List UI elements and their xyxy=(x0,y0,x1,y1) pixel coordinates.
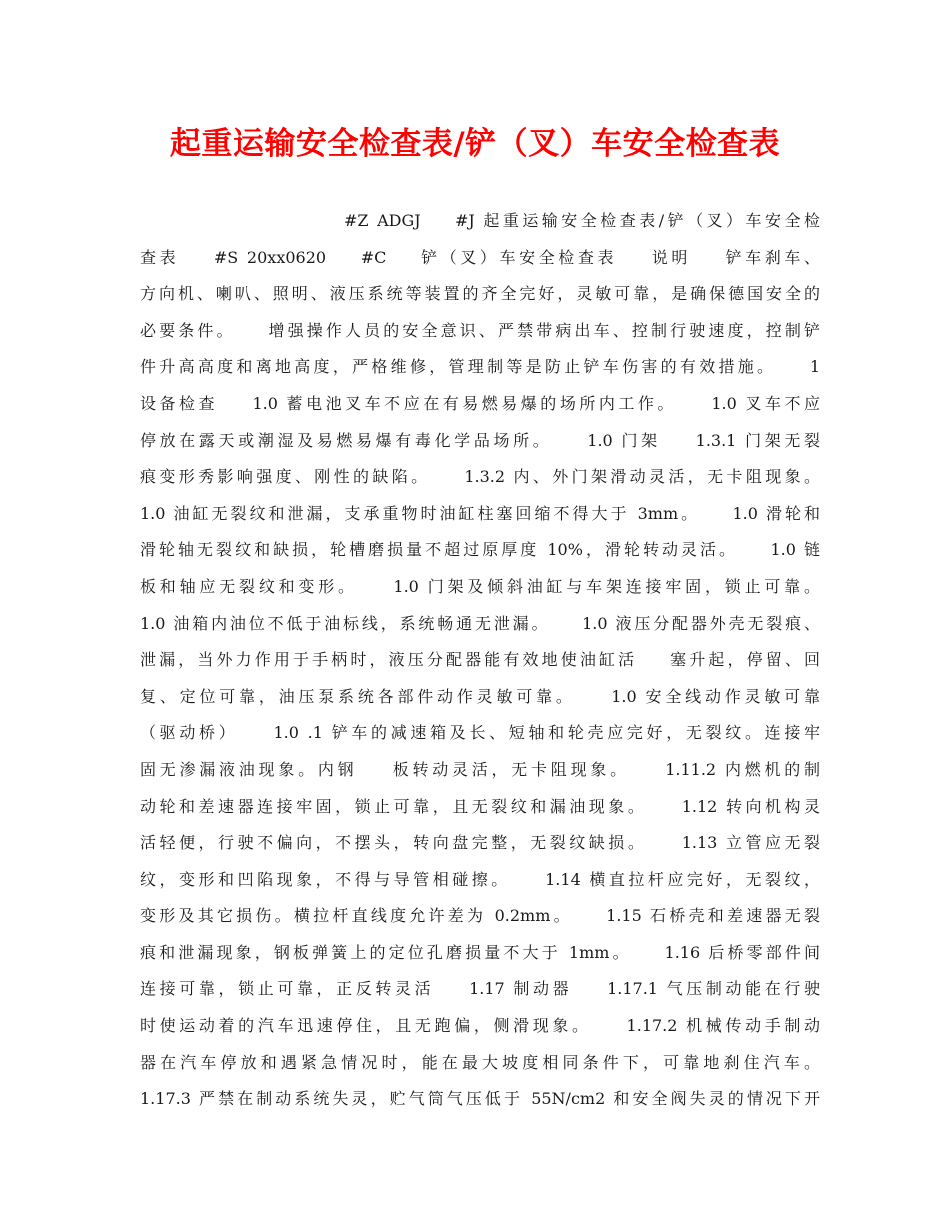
body-line: 板和轴应无裂纹和变形。 1.0 门架及倾斜油缸与车架连接牢固，锁止可靠。 xyxy=(140,576,820,596)
body-line: 查表 #S 20xx0620 #C 铲（叉）车安全检查表 说明 铲车刹车、 xyxy=(140,247,820,267)
body-line: 停放在露天或潮湿及易燃易爆有毒化学品场所。 1.0 门架 1.3.1 门架无裂 xyxy=(140,430,820,450)
body-line: #Z ADGJ #J 起重运输安全检查表/铲（叉）车安全检 xyxy=(344,211,820,230)
body-line: 1.17.3 严禁在制动系统失灵，贮气筒气压低于 55N/cm2 和安全阀失灵的情况下开 xyxy=(140,1089,820,1109)
body-line: 方向机、喇叭、照明、液压系统等装置的齐全完好，灵敏可靠，是确保德国安全的 xyxy=(140,284,820,304)
body-line: 固无渗漏液油现象。内钢 板转动灵活，无卡阻现象。 1.11.2 内燃机的制 xyxy=(140,759,820,779)
body-line: 1.0 油缸无裂纹和泄漏，支承重物时油缸柱塞回缩不得大于 3mm。 1.0 滑轮和 xyxy=(140,503,820,523)
body-line: （驱动桥） 1.0 .1 铲车的减速箱及长、短轴和轮壳应完好，无裂纹。连接牢 xyxy=(140,723,820,743)
body-line: 1.0 油箱内油位不低于油标线，系统畅通无泄漏。 1.0 液压分配器外壳无裂痕、 xyxy=(140,613,820,633)
body-line: 痕和泄漏现象，钢板弹簧上的定位孔磨损量不大于 1mm。 1.16 后桥零部件间 xyxy=(140,942,820,962)
body-line: 必要条件。 增强操作人员的安全意识、严禁带病出车、控制行驶速度，控制铲 xyxy=(140,320,820,340)
body-line: 变形及其它损伤。横拉杆直线度允许差为 0.2mm。 1.15 石桥壳和差速器无裂 xyxy=(140,906,820,926)
body-line: 滑轮轴无裂纹和缺损，轮槽磨损量不超过原厚度 10%，滑轮转动灵活。 1.0 链 xyxy=(140,540,820,560)
document-body xyxy=(140,203,820,1118)
body-line: 设备检查 1.0 蓄电池叉车不应在有易燃易爆的场所内工作。 1.0 叉车不应 xyxy=(140,393,820,413)
body-line: 泄漏，当外力作用于手柄时，液压分配器能有效地使油缸活 塞升起，停留、回 xyxy=(140,650,820,670)
body-line: 器在汽车停放和遇紧急情况时，能在最大坡度相同条件下，可靠地刹住汽车。 xyxy=(140,1052,820,1072)
body-line: 件升高高度和离地高度，严格维修，管理制等是防止铲车伤害的有效措施。 1 xyxy=(140,357,820,377)
body-line: 复、定位可靠，油压泵系统各部件动作灵敏可靠。 1.0 安全线动作灵敏可靠 xyxy=(140,686,820,706)
body-line: 连接可靠，锁止可靠，正反转灵活 1.17 制动器 1.17.1 气压制动能在行驶 xyxy=(140,979,820,999)
body-line: 活轻便，行驶不偏向，不摆头，转向盘完整，无裂纹缺损。 1.13 立管应无裂 xyxy=(140,833,820,853)
document-title: 起重运输安全检查表/铲（叉）车安全检查表 xyxy=(169,126,781,162)
body-line: 动轮和差速器连接牢固，锁止可靠，且无裂纹和漏油现象。 1.12 转向机构灵 xyxy=(140,796,820,816)
body-line: 时使运动着的汽车迅速停住，且无跑偏，侧滑现象。 1.17.2 机械传动手制动 xyxy=(140,1016,820,1036)
body-line: 痕变形秀影响强度、刚性的缺陷。 1.3.2 内、外门架滑动灵活，无卡阻现象。 xyxy=(140,467,820,487)
body-line: 纹，变形和凹陷现象，不得与导管相碰擦。 1.14 横直拉杆应完好，无裂纹， xyxy=(140,869,820,889)
